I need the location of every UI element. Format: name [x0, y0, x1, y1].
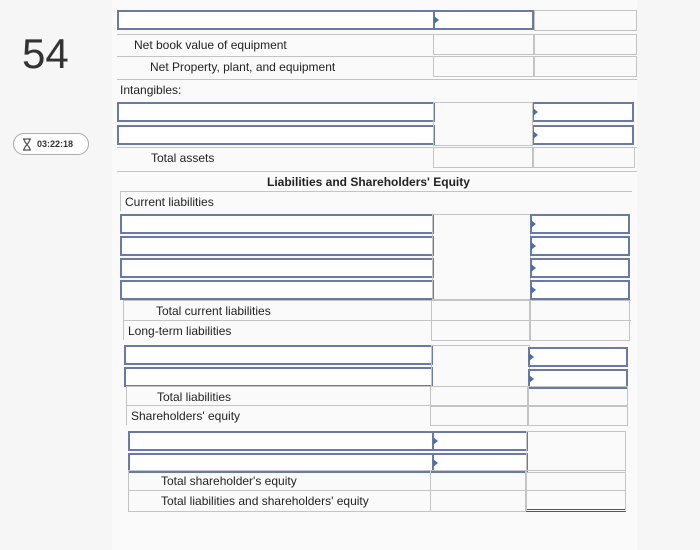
amount-cell — [431, 320, 530, 341]
row-label-total-liabilities: Total liabilities — [157, 390, 232, 404]
row-label-net-book-value: Net book value of equipment — [134, 38, 287, 52]
timer-badge — [13, 133, 89, 155]
amount-input-cl-2[interactable] — [530, 236, 630, 256]
account-input-eq-1[interactable] — [128, 431, 434, 451]
dropdown-caret-icon — [529, 353, 534, 361]
dropdown-caret-icon — [531, 286, 536, 294]
amount-cell — [430, 405, 528, 426]
total-cell[interactable] — [528, 386, 628, 407]
amount-input-cl-1[interactable] — [530, 214, 630, 234]
dropdown-caret-icon — [433, 459, 438, 467]
account-input-cl-4[interactable] — [120, 280, 434, 300]
row-label-shareholders-equity: Shareholders' equity — [131, 409, 241, 423]
dropdown-caret-icon — [531, 264, 536, 272]
amount-input-intangible-1[interactable] — [532, 102, 634, 122]
row-label-long-term-liabilities: Long-term liabilities — [128, 324, 232, 338]
row-label-total-assets: Total assets — [151, 151, 215, 165]
amount-cell — [432, 214, 531, 300]
amount-input-eq-1[interactable] — [432, 431, 528, 451]
amount-input-cl-4[interactable] — [530, 280, 630, 300]
row-label-intangibles: Intangibles: — [120, 83, 182, 97]
dropdown-caret-icon — [433, 437, 438, 445]
total-cell[interactable] — [526, 470, 626, 491]
account-input-top[interactable] — [117, 10, 435, 30]
amount-cell — [430, 490, 526, 512]
row-label-total-current-liabilities: Total current liabilities — [156, 304, 271, 318]
amount-cell — [431, 345, 530, 387]
total-cell[interactable] — [533, 147, 635, 168]
dropdown-caret-icon — [531, 242, 536, 250]
total-cell — [528, 405, 628, 426]
account-input-intangible-2[interactable] — [117, 125, 435, 145]
timer-text: 03:22:18 — [37, 139, 74, 149]
account-input-ltl-2[interactable] — [124, 367, 433, 387]
total-cell — [534, 34, 637, 55]
row-label-net-ppe: Net Property, plant, and equipment — [150, 60, 336, 74]
amount-cell — [430, 470, 526, 491]
amount-cell — [433, 102, 533, 146]
amount-cell — [433, 147, 533, 168]
total-cell[interactable] — [534, 56, 637, 77]
amount-cell — [430, 386, 528, 407]
dropdown-caret-icon — [533, 131, 538, 139]
dropdown-caret-icon — [529, 375, 534, 383]
row-label-total-shareholders-equity: Total shareholder's equity — [161, 474, 297, 488]
account-input-ltl-1[interactable] — [124, 345, 433, 365]
total-cell[interactable] — [530, 300, 630, 321]
balance-sheet — [112, 0, 637, 550]
dropdown-caret-icon — [434, 16, 439, 24]
dropdown-caret-icon — [531, 220, 536, 228]
total-cell — [534, 10, 637, 31]
dropdown-caret-icon — [533, 108, 538, 116]
question-number: 54 — [22, 30, 69, 77]
amount-cell — [431, 300, 530, 321]
hourglass-icon — [22, 138, 32, 151]
account-input-cl-1[interactable] — [120, 214, 434, 234]
row-label-current-liabilities: Current liabilities — [125, 195, 214, 209]
amount-cell — [433, 56, 534, 77]
total-cell — [530, 320, 630, 341]
account-input-intangible-1[interactable] — [117, 102, 435, 122]
amount-input-intangible-2[interactable] — [532, 125, 634, 145]
row-label-total-liab-and-equity: Total liabilities and shareholders' equity — [161, 494, 369, 508]
account-input-cl-3[interactable] — [120, 258, 434, 278]
amount-cell[interactable] — [433, 34, 534, 55]
total-cell — [526, 431, 626, 473]
account-input-cl-2[interactable] — [120, 236, 434, 256]
total-cell[interactable] — [526, 490, 626, 512]
amount-input-top[interactable] — [433, 10, 534, 30]
amount-input-ltl-1[interactable] — [528, 347, 628, 367]
amount-input-cl-3[interactable] — [530, 258, 630, 278]
section-heading-liabilities: Liabilities and Shareholders' Equity — [267, 175, 470, 189]
